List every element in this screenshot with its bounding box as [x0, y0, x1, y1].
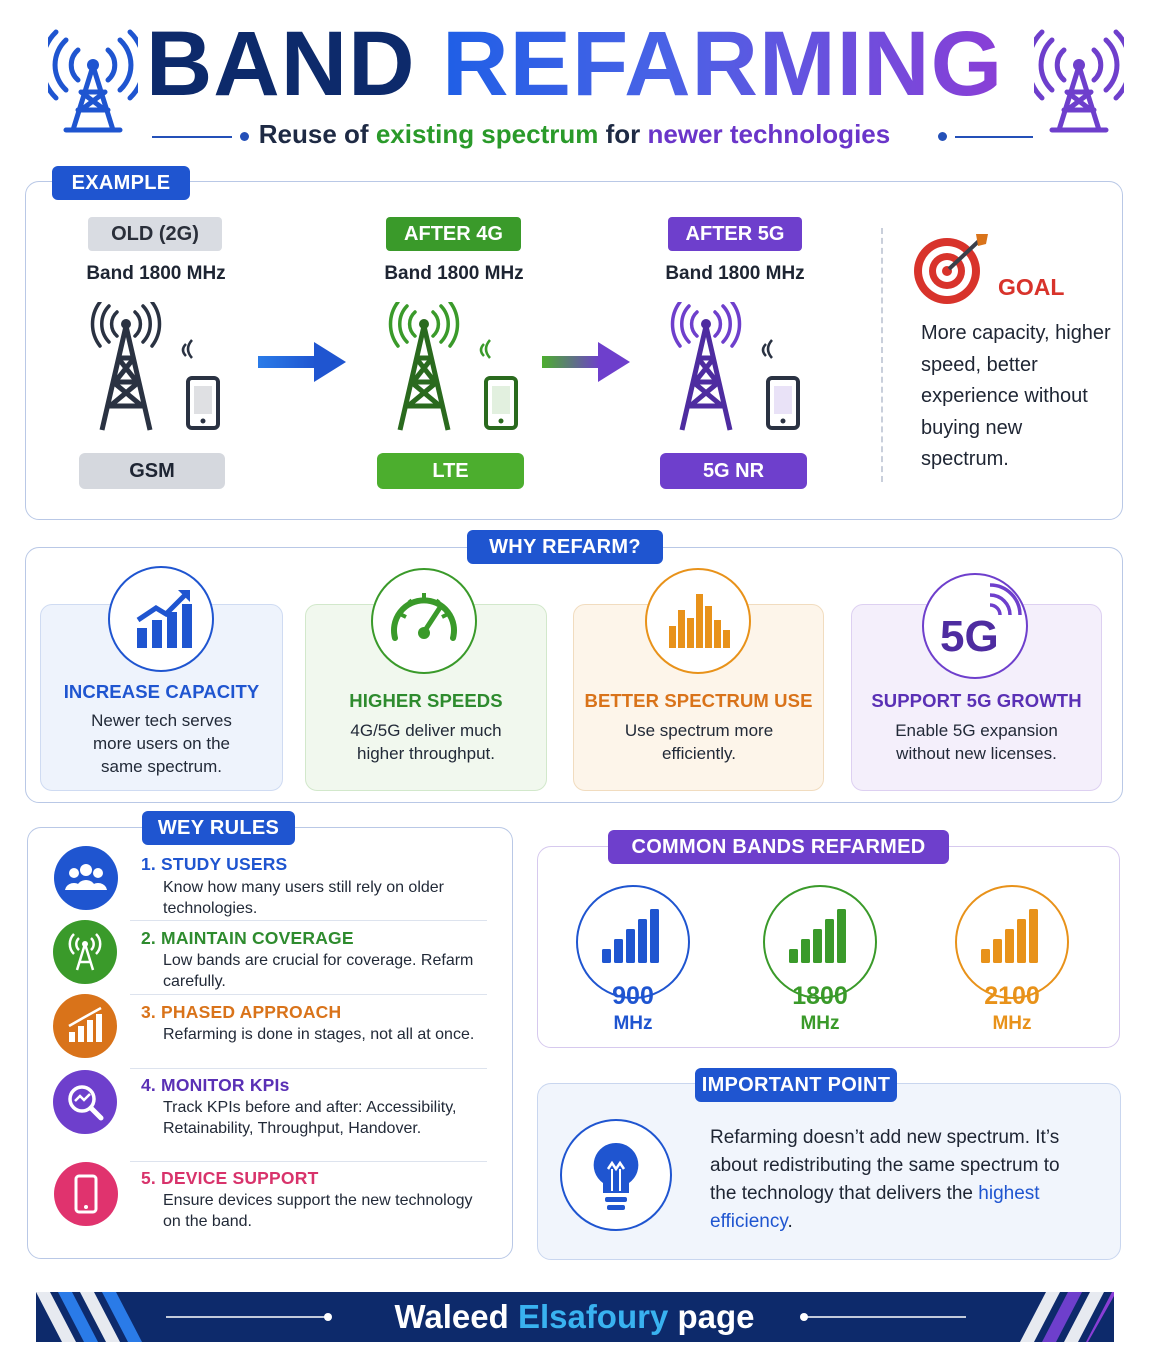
subtitle-text-1: Reuse of — [258, 119, 369, 149]
tech-pill-5gnr: 5G NR — [660, 453, 807, 489]
rule-separator-2 — [130, 994, 487, 995]
lightbulb-icon — [560, 1119, 672, 1231]
era-label-old: OLD (2G) — [88, 217, 222, 251]
rule-text-phased-approach: Refarming is done in stages, not all at once. — [163, 1026, 475, 1043]
goal-divider — [881, 228, 883, 482]
rule-text-study-users: Know how many users still rely on older technologies. — [163, 879, 445, 917]
card-text-support-5g-growth: Enable 5G expansion without new licenses. — [895, 721, 1058, 763]
title-word-refarming: REFARMING — [442, 13, 1004, 115]
rule-separator-3 — [130, 1068, 487, 1069]
tech-pill-lte: LTE — [377, 453, 524, 489]
arrow-right-icon-2 — [542, 340, 632, 384]
rule-title-maintain-coverage: 2. MAINTAIN COVERAGE — [141, 928, 354, 948]
tower-phone-icon-gsm — [88, 302, 238, 437]
important-text-highlight: highest efficiency — [710, 1183, 1040, 1232]
page-subtitle — [0, 119, 1149, 150]
rule-text-maintain-coverage: Low bands are crucial for coverage. Refarm carefully. — [163, 952, 474, 990]
card-text-increase-capacity: Newer tech serves more users on the same spectrum. — [91, 711, 232, 776]
phased-chart-icon — [53, 994, 117, 1058]
band-text-4g: Band 1800 MHz — [384, 263, 524, 284]
subtitle-text-2: existing spectrum — [375, 119, 599, 149]
card-title-increase-capacity: INCREASE CAPACITY — [63, 681, 260, 702]
example-tag: EXAMPLE — [52, 166, 190, 200]
rule-text-device-support: Ensure devices support the new technology on the band. — [163, 1192, 473, 1230]
rule-separator-4 — [130, 1161, 487, 1162]
tech-pill-gsm: GSM — [79, 453, 225, 489]
users-icon — [54, 846, 118, 910]
footer-text-2: Elsafoury — [517, 1298, 669, 1335]
rules-tag: WEY RULES — [142, 811, 295, 845]
important-text-end: . — [787, 1211, 793, 1232]
coverage-tower-icon — [53, 920, 117, 984]
why-tag: WHY REFARM? — [467, 530, 663, 564]
era-label-4g: AFTER 4G — [386, 217, 521, 251]
band-text-5g: Band 1800 MHz — [665, 263, 805, 284]
important-text-main: Refarming doesn’t add new spectrum. It’s about redistributing the same spectrum to the technology that delivers the — [710, 1127, 1060, 1204]
important-text — [710, 1124, 1090, 1236]
band-value-2100: 2100 — [984, 982, 1040, 1010]
footer-text-3: page — [677, 1298, 755, 1335]
era-label-5g: AFTER 5G — [668, 217, 802, 251]
arrow-right-icon-1 — [258, 340, 348, 384]
band-unit-2100: MHz — [992, 1013, 1032, 1034]
band-value-900: 900 — [612, 982, 654, 1010]
card-title-better-spectrum-use: BETTER SPECTRUM USE — [584, 690, 813, 711]
device-phone-icon — [54, 1162, 118, 1226]
rule-title-phased-approach: 3. PHASED APPROACH — [141, 1002, 342, 1022]
card-text-higher-speeds: 4G/5G deliver much higher throughput. — [350, 721, 502, 763]
card-text-better-spectrum-use: Use spectrum more efficiently. — [624, 721, 774, 763]
rule-separator-1 — [130, 920, 487, 921]
target-icon — [912, 230, 992, 310]
band-text-old: Band 1800 MHz — [86, 263, 226, 284]
tower-phone-icon-lte — [386, 302, 536, 437]
rule-title-monitor-kpis: 4. MONITOR KPIs — [141, 1075, 290, 1095]
spectrum-bars-icon — [645, 568, 751, 674]
growth-chart-icon — [108, 566, 214, 672]
card-title-support-5g-growth: SUPPORT 5G GROWTH — [871, 690, 1082, 711]
rule-title-device-support: 5. DEVICE SUPPORT — [141, 1168, 319, 1188]
page-title — [0, 14, 1149, 114]
subtitle-text-3: for — [605, 119, 641, 149]
goal-text: More capacity, higher speed, better experience without buying new spectrum. — [921, 322, 1111, 470]
footer-text — [0, 1292, 1149, 1342]
rule-text-monitor-kpis: Track KPIs before and after: Accessibility, Retainability, Throughput, Handover. — [163, 1099, 457, 1137]
band-unit-1800: MHz — [800, 1013, 840, 1034]
5g-icon — [922, 573, 1028, 679]
important-tag: IMPORTANT POINT — [695, 1068, 897, 1102]
band-unit-900: MHz — [613, 1013, 653, 1034]
bands-tag: COMMON BANDS REFARMED — [608, 830, 949, 864]
title-word-band: BAND — [145, 13, 416, 115]
band-value-1800: 1800 — [792, 982, 848, 1010]
goal-title: GOAL — [998, 274, 1065, 300]
5g-icon-text: 5G — [940, 612, 999, 661]
speedometer-icon — [371, 568, 477, 674]
card-title-higher-speeds: HIGHER SPEEDS — [349, 690, 503, 711]
subtitle-text-4: newer technologies — [647, 119, 891, 149]
footer-text-1: Waleed — [394, 1298, 509, 1335]
kpi-magnifier-icon — [53, 1070, 117, 1134]
tower-phone-icon-5gnr — [668, 302, 818, 437]
rule-title-study-users: 1. STUDY USERS — [141, 854, 288, 874]
